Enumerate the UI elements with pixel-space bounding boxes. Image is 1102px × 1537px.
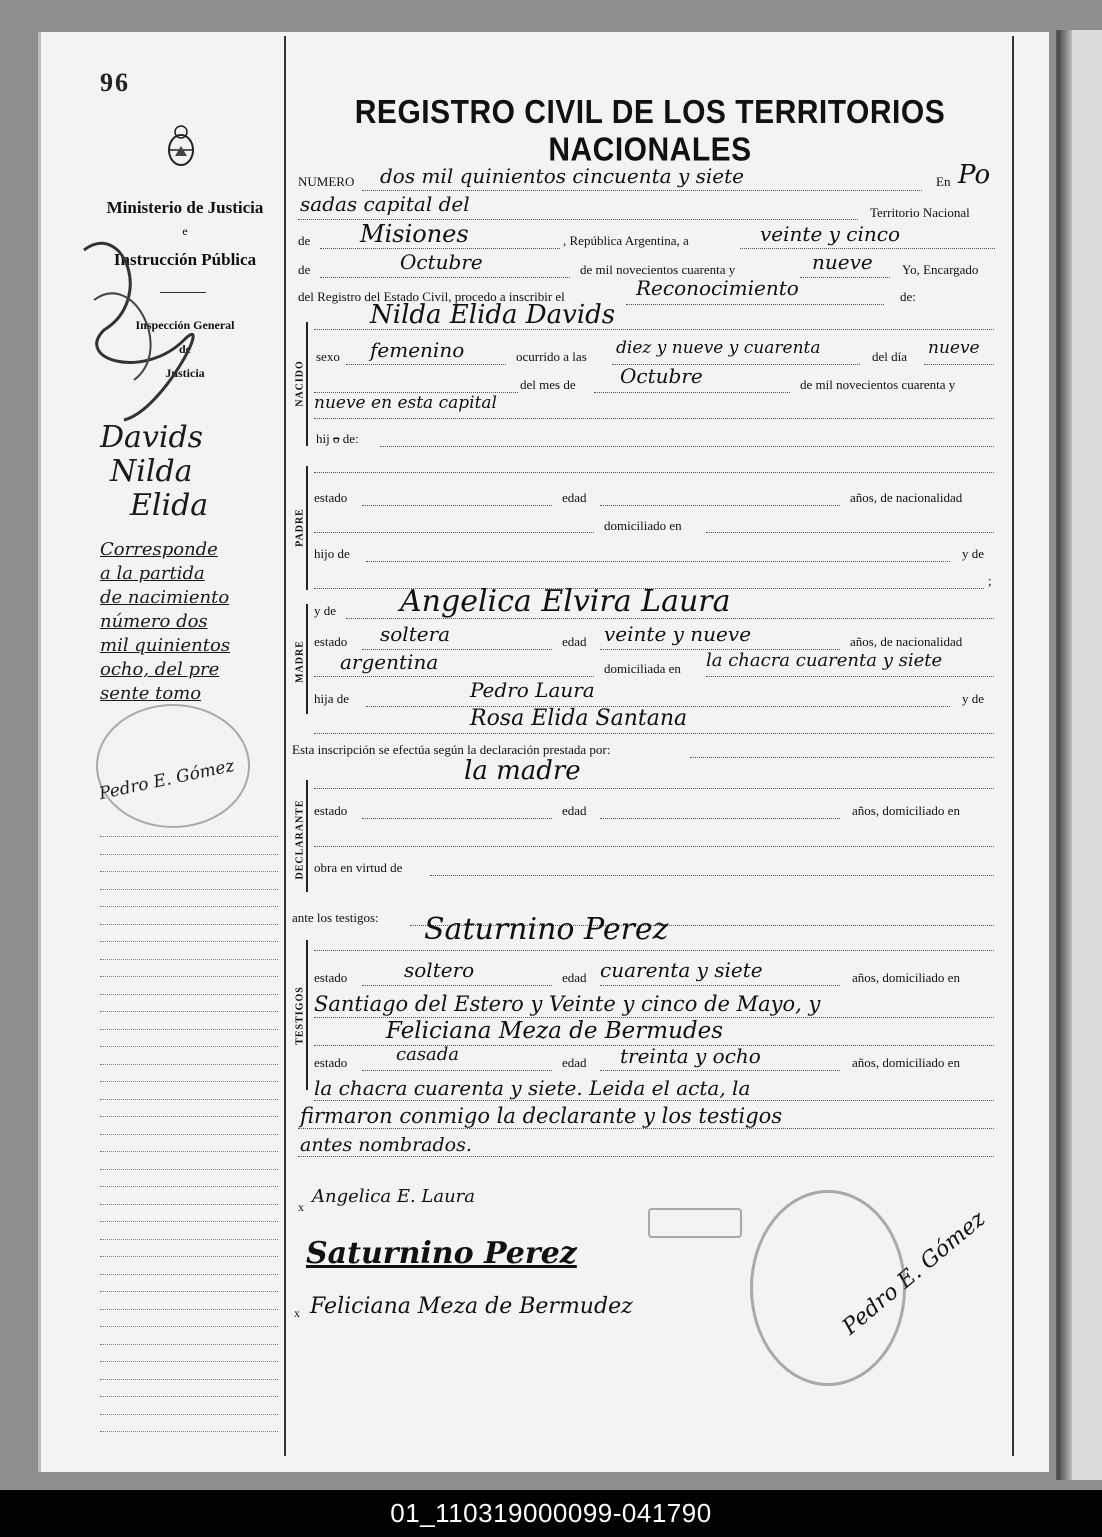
margin-rule (100, 1379, 278, 1380)
madre-domiciliada-label: domiciliada en (604, 661, 681, 676)
padre-yde-label: y de (962, 546, 985, 561)
margin-rule (100, 1414, 278, 1415)
margin-rule (100, 1134, 278, 1135)
margin-rule (100, 889, 278, 890)
margin-rule (100, 1046, 278, 1047)
margin-rule (100, 836, 278, 837)
margin-rule (100, 1204, 278, 1205)
margin-rule (100, 1326, 278, 1327)
margin-note (100, 538, 280, 706)
testigos-label: ante los testigos: (292, 910, 379, 925)
republica-label: , República Argentina, a (563, 233, 689, 248)
margin-rule (100, 976, 278, 977)
declaracion-value: la madre (464, 756, 581, 786)
ministry-line-3: Instrucción Pública (113, 250, 257, 269)
padre-domiciliado-label: domiciliado en (604, 518, 682, 533)
dia-value: nueve (928, 338, 980, 358)
madre-yde-label: y de (314, 603, 337, 618)
margin-rule (100, 1431, 278, 1432)
testigo1-domicilio: Santiago del Estero y Veinte y cinco de Mayo, y (314, 992, 821, 1016)
document-id-footer: 01_110319000099-041790 (0, 1490, 1102, 1537)
de-label: de (298, 233, 311, 248)
signature-madre: Angelica E. Laura (312, 1186, 476, 1207)
margin-rule (100, 994, 278, 995)
margin-note-line: sente tomo (100, 683, 202, 704)
margin-note-signature: Pedro E. Gómez (97, 755, 237, 805)
testigo1-edad-label: edad (562, 970, 587, 985)
hijo-suffix: de: (342, 431, 359, 446)
margin-note-line: ocho, del pre (100, 659, 220, 680)
testigo2-estado: casada (396, 1044, 460, 1065)
padre-estado-label: estado (314, 490, 348, 505)
signature-encargado: Pedro E. Gómez (837, 1206, 991, 1341)
section-nacido: NACIDO (294, 360, 306, 407)
section-padre: PADRE (294, 508, 306, 547)
madre-madre: Rosa Elida Santana (470, 706, 688, 731)
declarante-edad-label: edad (562, 803, 587, 818)
page-number: 96 (100, 68, 130, 97)
margin-name-1: Nilda (110, 454, 193, 489)
margin-rule (100, 1029, 278, 1030)
margin-note-line: Corresponde (100, 539, 218, 560)
margin-note-line: a la partida (100, 563, 205, 584)
adjacent-page-edge (1056, 30, 1102, 1480)
testigo1-name: Saturnino Perez (424, 912, 669, 947)
margin-stamp (96, 704, 250, 828)
madre-edad: veinte y nueve (604, 622, 752, 646)
margin-rule (100, 854, 278, 855)
margin-rule (100, 1011, 278, 1012)
coat-of-arms-icon (166, 124, 196, 168)
madre-hija-label: hija de (314, 691, 350, 706)
month-value: Octubre (400, 250, 483, 274)
inspection-line-3: Justicia (165, 366, 205, 380)
testigo2-edad: treinta y ocho (620, 1044, 761, 1068)
section-declarante: DECLARANTE (294, 799, 306, 880)
dia-label: del día (872, 349, 908, 364)
territorio-value: Misiones (360, 220, 469, 248)
margin-rule (100, 1151, 278, 1152)
small-stamp (648, 1208, 742, 1238)
testigo2-anos-label: años, domiciliado en (852, 1055, 960, 1070)
section-madre: MADRE (294, 640, 306, 683)
year-label: de mil novecientos cuarenta y (580, 262, 736, 277)
day-value: veinte y cinco (760, 222, 901, 246)
margin-name-2: Elida (130, 488, 209, 523)
sexo-value: femenino (370, 338, 465, 362)
inspection-line-2: de (179, 342, 191, 356)
numero-label: NUMERO (298, 174, 355, 189)
margin-rule (100, 1291, 278, 1292)
territorio-label: Territorio Nacional (870, 205, 970, 220)
margin-rule (100, 1064, 278, 1065)
signature-testigo1: Saturnino Perez (306, 1236, 577, 1271)
declarante-obra-label: obra en virtud de (314, 860, 403, 875)
madre-edad-label: edad (562, 634, 587, 649)
de2-label: de (298, 262, 311, 277)
madre-estado: soltera (380, 622, 451, 646)
official-stamp (750, 1190, 906, 1386)
nacido-year-label: de mil novecientos cuarenta y (800, 377, 956, 392)
margin-rule (100, 1274, 278, 1275)
year-value: nueve (812, 250, 873, 274)
margin-rule (100, 1116, 278, 1117)
mes-value: Octubre (620, 364, 703, 388)
testigo1-anos-label: años, domiciliado en (852, 970, 960, 985)
margin-rule (100, 1309, 278, 1310)
declarante-estado-label: estado (314, 803, 348, 818)
nacido-name: Nilda Elida Davids (370, 300, 616, 330)
margin-divider (284, 36, 286, 1456)
margin-rule (100, 959, 278, 960)
numero-value: dos mil quinientos cincuenta y siete (380, 164, 744, 188)
section-testigos: TESTIGOS (294, 986, 306, 1045)
mes-label: del mes de (520, 377, 576, 392)
margin-note-line: número dos (100, 611, 208, 632)
margin-rule (100, 1081, 278, 1082)
margin-rule (100, 1221, 278, 1222)
ocurrido-label: ocurrido a las (516, 349, 587, 364)
margin-note-line: de nacimiento (100, 587, 230, 608)
testigo2-domicilio: la chacra cuarenta y siete. Leida el acta, la (314, 1076, 751, 1100)
encargado-label: Yo, Encargado (902, 262, 979, 277)
madre-anos-label: años, de nacionalidad (850, 634, 963, 649)
padre-edad-label: edad (562, 490, 587, 505)
margin-rule (100, 1169, 278, 1170)
margin-rule (100, 924, 278, 925)
margin-note-line: mil quinientos (100, 635, 231, 656)
sexo-label: sexo (316, 349, 340, 364)
testigo2-edad-label: edad (562, 1055, 587, 1070)
margin-signature-scribble (64, 210, 224, 440)
place-value: sadas capital del (300, 192, 470, 216)
margin-rule (100, 1361, 278, 1362)
en-value: Po (958, 160, 991, 190)
madre-estado-label: estado (314, 634, 348, 649)
margin-rule (100, 941, 278, 942)
ministry-line-1: Ministerio de Justicia (106, 198, 264, 217)
testigo2-estado-label: estado (314, 1055, 348, 1070)
margin-rule (100, 1396, 278, 1397)
right-border (1012, 36, 1014, 1456)
margin-rule (100, 1239, 278, 1240)
margin-rule (100, 906, 278, 907)
margin-rule (100, 1344, 278, 1345)
padre-semicolon: ; (988, 573, 992, 588)
testigo1-edad: cuarenta y siete (600, 958, 763, 982)
hora-value: diez y nueve y cuarenta (616, 338, 821, 358)
nacido-year-value: nueve en esta capital (314, 393, 497, 413)
margin-rule (100, 1186, 278, 1187)
testigo2-name: Feliciana Meza de Bermudes (386, 1018, 724, 1044)
declaracion-label: Esta inscripción se efectúa según la declaración prestada por: (292, 742, 611, 757)
closing-line-1: firmaron conmigo la declarante y los testigos (300, 1104, 783, 1128)
margin-rule (100, 1099, 278, 1100)
closing-line-2: antes nombrados. (300, 1134, 472, 1156)
inspection-line-1: Inspección General (135, 318, 235, 332)
en-label: En (936, 174, 951, 189)
testigo1-estado-label: estado (314, 970, 348, 985)
madre-domicilio: la chacra cuarenta y siete (706, 650, 943, 671)
madre-name: Angelica Elvira Laura (400, 584, 731, 619)
registro-label: del Registro del Estado Civil, procedo a inscribir el (298, 289, 565, 304)
margin-surname: Davids (100, 420, 204, 455)
de3-label: de: (900, 289, 916, 304)
madre-yde2-label: y de (962, 691, 985, 706)
signature-testigo2: Feliciana Meza de Bermudez (310, 1294, 633, 1319)
ministry-line-2: e (182, 224, 188, 238)
page-title: REGISTRO CIVIL DE LOS TERRITORIOS NACIONALES (354, 94, 946, 169)
testigo1-estado: soltero (404, 958, 475, 982)
madre-padre: Pedro Laura (470, 678, 595, 702)
madre-nacionalidad: argentina (340, 650, 439, 674)
margin-rule (100, 1256, 278, 1257)
declarante-anos-label: años, domiciliado en (852, 803, 960, 818)
act-value: Reconocimiento (636, 276, 799, 300)
padre-anos-label: años, de nacionalidad (850, 490, 963, 505)
margin-rule (100, 871, 278, 872)
padre-hijo-label: hijo de (314, 546, 350, 561)
hijo-label: hij (316, 431, 330, 446)
